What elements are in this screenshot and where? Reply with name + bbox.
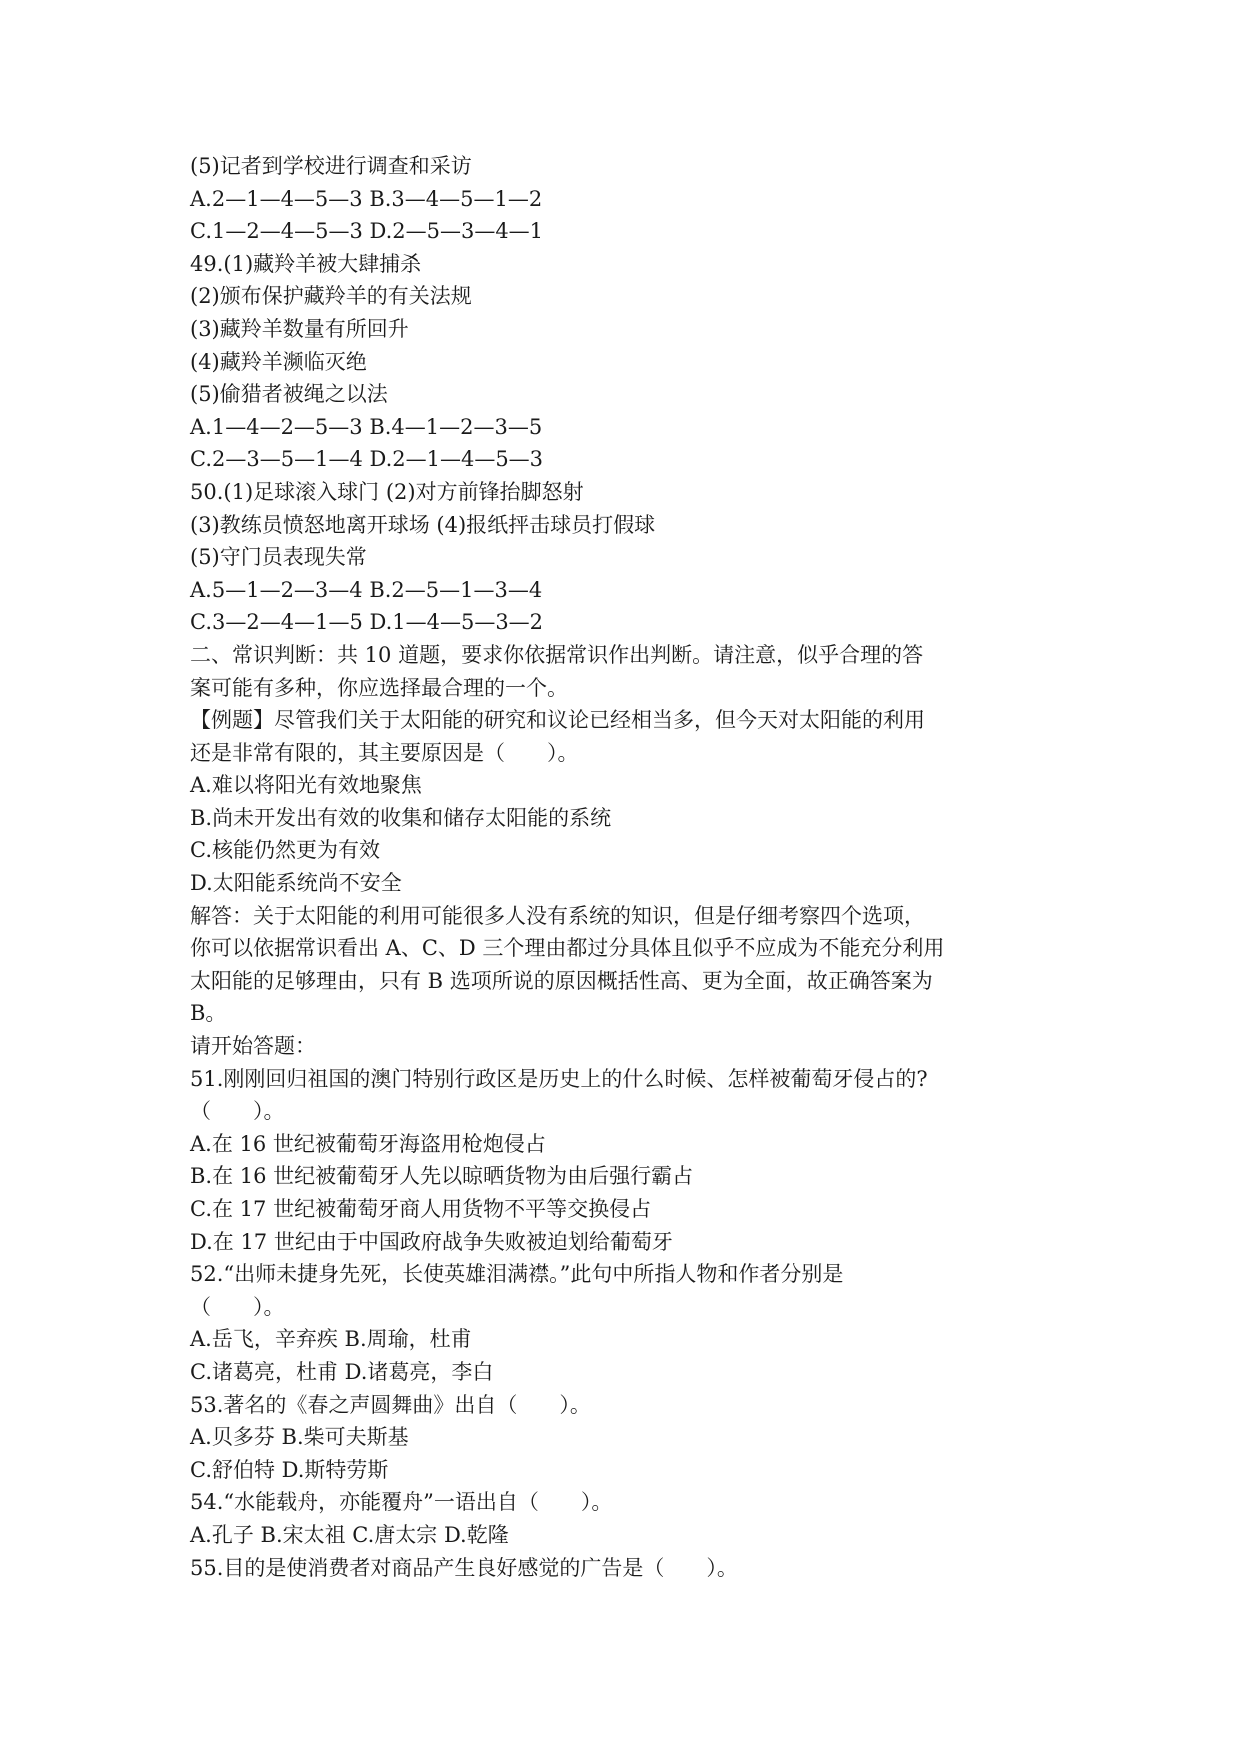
text-line: 49.(1)藏羚羊被大肆捕杀: [190, 251, 422, 276]
text-line: B.在 16 世纪被葡萄牙人先以晾晒货物为由后强行霸占: [190, 1164, 694, 1189]
text-line: (5)守门员表现失常: [190, 545, 367, 570]
text-line: 50.(1)足球滚入球门 (2)对方前锋抬脚怒射: [190, 479, 584, 504]
text-line: C.核能仍然更为有效: [190, 838, 380, 863]
text-line: B。: [190, 1001, 227, 1026]
text-line: 太阳能的足够理由，只有 B 选项所说的原因概括性高、更为全面，故正确答案为: [190, 968, 933, 993]
text-line: 案可能有多种，你应选择最合理的一个。: [190, 675, 568, 700]
text-line: (4)藏羚羊濒临灭绝: [190, 349, 367, 374]
text-line: C.在 17 世纪被葡萄牙商人用货物不平等交换侵占: [190, 1197, 652, 1221]
text-line: (5)记者到学校进行调查和采访: [190, 154, 472, 178]
text-line: A.岳飞，辛弃疾 B.周瑜，杜甫: [190, 1327, 472, 1352]
text-line: B.尚未开发出有效的收集和储存太阳能的系统: [190, 805, 612, 830]
text-line: A.难以将阳光有效地聚焦: [190, 773, 422, 798]
text-line: D.太阳能系统尚不安全: [190, 871, 402, 896]
text-line: 52.“出师未捷身先死，长使英雄泪满襟。”此句中所指人物和作者分别是: [190, 1262, 844, 1287]
text-line: A.5—1—2—3—4 B.2—5—1—3—4: [190, 577, 543, 602]
text-line: 【例题】尽管我们关于太阳能的研究和议论已经相当多，但今天对太阳能的利用: [190, 708, 925, 733]
text-line: C.舒伯特 D.斯特劳斯: [190, 1457, 389, 1482]
text-line: (5)偷猎者被绳之以法: [190, 382, 388, 407]
text-line: 还是非常有限的，其主要原因是（ ）。: [190, 740, 579, 765]
text-line: A.1—4—2—5—3 B.4—1—2—3—5: [190, 414, 543, 439]
text-line: 二、常识判断：共 10 道题，要求你依据常识作出判断。请注意，似乎合理的答: [190, 642, 924, 667]
text-line: 55.目的是使消费者对商品产生良好感觉的广告是（ ）。: [190, 1555, 738, 1580]
text-line: 请开始答题：: [190, 1034, 316, 1059]
text-line: A.孔子 B.宋太祖 C.唐太宗 D.乾隆: [190, 1522, 509, 1547]
text-line: 54.“水能载舟，亦能覆舟”一语出自（ ）。: [190, 1490, 613, 1515]
text-line: C.1—2—4—5—3 D.2—5—3—4—1: [190, 219, 544, 244]
text-line: (3)教练员愤怒地离开球场 (4)报纸抨击球员打假球: [190, 512, 656, 537]
text-line: A.2—1—4—5—3 B.3—4—5—1—2: [190, 186, 543, 211]
text-line: 53.著名的《春之声圆舞曲》出自（ ）。: [190, 1392, 591, 1417]
page-content: [190, 150, 1070, 1584]
text-line: （ ）。: [190, 1099, 285, 1124]
text-line: C.3—2—4—1—5 D.1—4—5—3—2: [190, 610, 544, 635]
text-line: （ ）。: [190, 1294, 285, 1319]
text-line: 51.刚刚回归祖国的澳门特别行政区是历史上的什么时候、怎样被葡萄牙侵占的?: [190, 1066, 928, 1091]
text-line: A.贝多芬 B.柴可夫斯基: [190, 1425, 409, 1450]
text-line: 解答：关于太阳能的利用可能很多人没有系统的知识，但是仔细考察四个选项，: [190, 903, 925, 928]
text-line: (2)颁布保护藏羚羊的有关法规: [190, 284, 472, 309]
text-line: D.在 17 世纪由于中国政府战争失败被迫划给葡萄牙: [190, 1229, 673, 1254]
text-line: C.2—3—5—1—4 D.2—1—4—5—3: [190, 447, 544, 472]
text-line: 你可以依据常识看出 A、C、D 三个理由都过分具体且似乎不应成为不能充分利用: [190, 936, 945, 961]
text-line: A.在 16 世纪被葡萄牙海盗用枪炮侵占: [190, 1131, 546, 1156]
text-line: C.诸葛亮，杜甫 D.诸葛亮，李白: [190, 1359, 494, 1384]
text-line: (3)藏羚羊数量有所回升: [190, 316, 409, 341]
